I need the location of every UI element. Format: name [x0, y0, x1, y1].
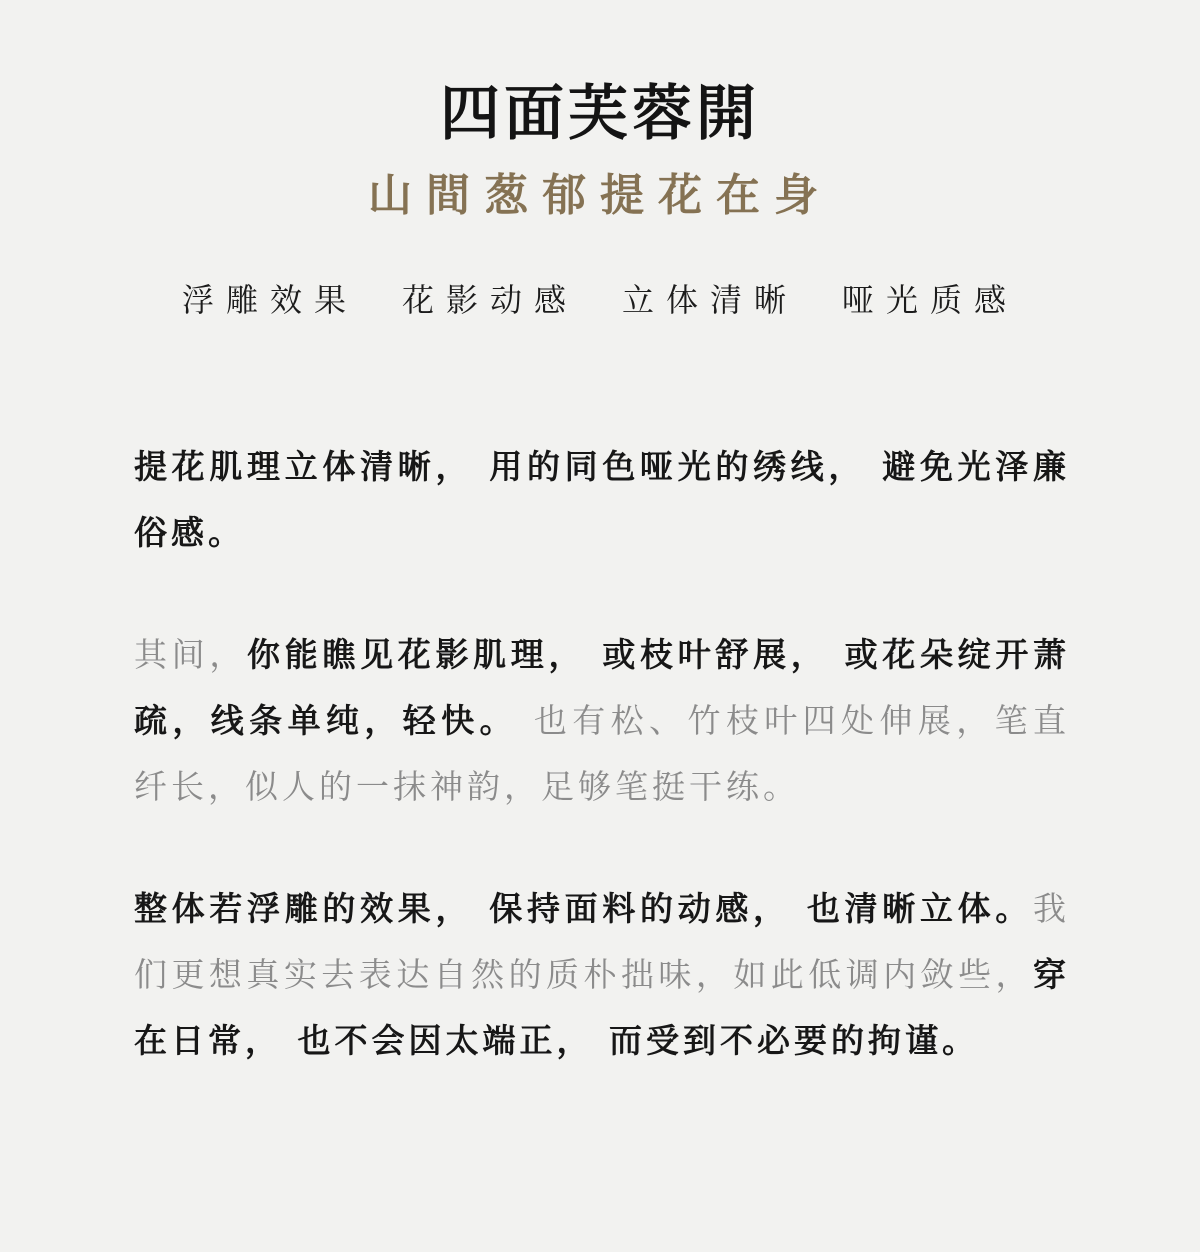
feature-item-matte: 哑光质感: [842, 281, 1019, 319]
description-paragraph-2: [134, 622, 1070, 820]
paragraph-3-highlight-1: 整体若浮雕的效果， 保持面料的动感， 也清晰立体。: [134, 889, 1033, 928]
feature-item-three-dimensional: 立体清晰: [622, 281, 799, 319]
description-paragraph-1: [134, 434, 1070, 566]
feature-list: [0, 278, 1200, 322]
paragraph-2-highlight: 你能瞧见花影肌理， 或枝叶舒展， 或花朵绽开萧疏，线条单纯，轻快。: [134, 635, 1070, 740]
paragraph-3-highlight-2: 穿在日常， 也不会因太端正， 而受到不必要的拘谨。: [134, 955, 1070, 1060]
page-title: 四面芙蓉開: [440, 79, 760, 149]
description-paragraph-3: [134, 876, 1070, 1074]
page-subtitle: 山間葱郁提花在身: [368, 170, 832, 221]
feature-item-flower-shadow: 花影动感: [401, 281, 578, 319]
feature-item-relief: 浮雕效果: [181, 281, 358, 319]
paragraph-2-tail: 也有松、竹枝叶四处伸展，笔直纤长，似人的一抹神韵，足够笔挺干练。: [134, 701, 1071, 806]
paragraph-3-middle: 我们更想真实去表达自然的质朴拙味，如此低调内敛些，: [134, 889, 1070, 994]
paragraph-1-text: 提花肌理立体清晰， 用的同色哑光的绣线， 避免光泽廉俗感。: [134, 447, 1070, 552]
paragraph-2-lead: 其间，: [134, 635, 248, 674]
